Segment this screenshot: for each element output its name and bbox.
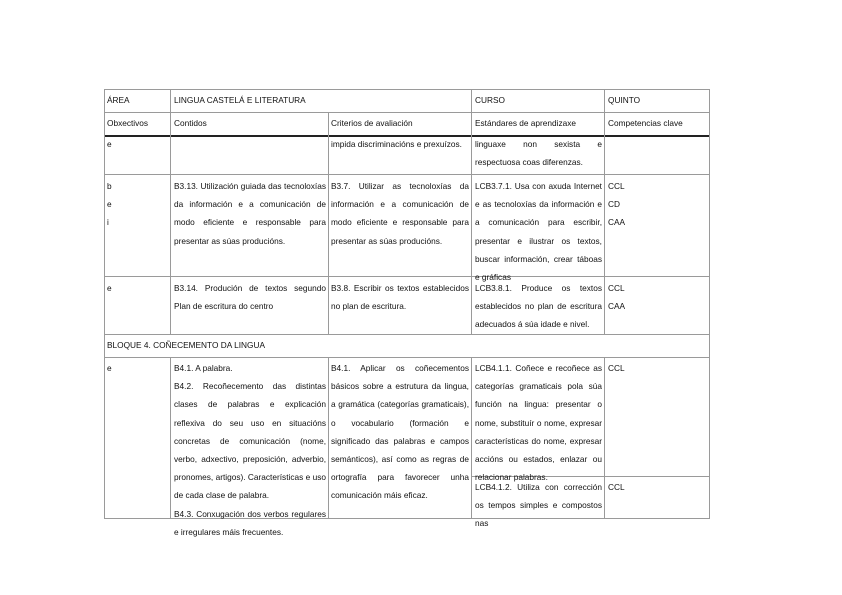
column-divider [471, 89, 472, 334]
row-divider [104, 357, 710, 358]
competency-code: CD [608, 199, 620, 210]
row-divider [104, 174, 710, 175]
row2-contidos: B3.13. Utilización guiada das tecnoloxías da información e a comunicación de modo eficiente e responsable para presentar as súas producións. [174, 181, 326, 246]
competency-code: CAA [608, 301, 626, 312]
row1-objectivos: e [107, 139, 112, 149]
bloque-estandares-1: LCB4.1.1. Coñece e recoñece as categorías gramaticais pola súa función na lingua: presentar o nome, substituír o nome, expresar características do nome, expresar accións ou estados, enlazar ou relacionar palabras. [475, 363, 602, 483]
column-divider [471, 357, 472, 518]
col-header-criterios: Criterios de avaliación [331, 118, 413, 128]
row2-criterios: B3.7. Utilizar as tecnoloxías da información e a comunicación de modo eficiente e responsable para presentar as súas producións. [331, 181, 469, 246]
row-divider [104, 112, 710, 113]
row1-estandares: linguaxe non sexista e respectuosa coas diferenzas. [475, 139, 602, 168]
row3-criterios: B3.8. Escribir os textos establecidos no plan de escritura. [331, 283, 469, 312]
col-header-objectivos: Obxectivos [107, 118, 149, 128]
column-divider [604, 357, 605, 518]
row3-competencias [608, 279, 708, 315]
bloque-competencias-2: CCL [608, 482, 625, 492]
content-item: B4.3. Conxugación dos verbos regulares e irregulares máis frecuentes. [174, 508, 326, 537]
row3-contidos: B3.14. Produción de textos segundo Plan de escritura do centro [174, 283, 326, 312]
column-divider [170, 357, 171, 518]
bloque-competencias-1: CCL [608, 363, 625, 373]
objective-code: e [107, 199, 112, 210]
bloque-objectivos: e [107, 363, 112, 373]
row2-competencias [608, 177, 708, 232]
row-divider [104, 334, 710, 335]
column-divider [328, 112, 329, 334]
table-border-top [104, 89, 710, 90]
column-divider [328, 357, 329, 518]
objective-code: i [107, 217, 109, 228]
bloque-title: BLOQUE 4. COÑECEMENTO DA LINGUA [107, 340, 265, 350]
row2-objectivos [107, 177, 169, 232]
bloque-contidos [174, 359, 326, 541]
column-divider [170, 89, 171, 334]
content-item: B4.2. Recoñecemento das distintas clases de palabras e explicación reflexiva do seu uso en situacións concretas de comunicación (nome, verbo, adxectivo, preposición, adverbio, pronomes, artigos). Características e uso de cada clase de palabra. [174, 381, 326, 501]
curso-label: CURSO [475, 95, 505, 105]
row2-estandares: LCB3.7.1. Usa con axuda Internet e as tecnoloxías da información e a comunicación para escribir, presentar e ilustrar os textos, buscar información, crear táboas e gráficas [475, 181, 602, 283]
competency-code: CAA [608, 217, 626, 228]
content-item: B4.1. A palabra. [174, 363, 233, 373]
row-divider [104, 276, 710, 277]
objective-code: b [107, 181, 112, 191]
row3-objectivos: e [107, 283, 112, 293]
col-header-estandares: Estándares de aprendizaxe [475, 118, 577, 128]
competency-code: CCL [608, 283, 625, 293]
curriculum-table [104, 89, 710, 537]
col-header-competencias: Competencias clave [608, 118, 683, 128]
col-header-contidos: Contidos [174, 118, 207, 128]
column-divider [604, 89, 605, 334]
table-border-left [104, 89, 105, 519]
area-value: LINGUA CASTELÁ E LITERATURA [174, 95, 306, 105]
row1-criterios: impida discriminacións e prexuízos. [331, 139, 462, 149]
bloque-estandares-2: LCB4.1.2. Utiliza con corrección os tempos simples e compostos nas [475, 482, 602, 529]
competency-code: CCL [608, 181, 625, 191]
row3-estandares: LCB3.8.1. Produce os textos establecidos no plan de escritura adecuados á súa idade e nivel. [475, 283, 602, 330]
curso-value: QUINTO [608, 95, 641, 105]
table-border-right [709, 89, 710, 519]
area-label: ÁREA [107, 95, 130, 105]
bloque-criterios: B4.1. Aplicar os coñecementos básicos sobre a estrutura da lingua, a gramática (categorías gramaticais), o vocabulario (formación e significado das palabras e campos semánticos), así como as regras de ortografía para favorecer unha comunicación máis eficaz. [331, 363, 469, 501]
